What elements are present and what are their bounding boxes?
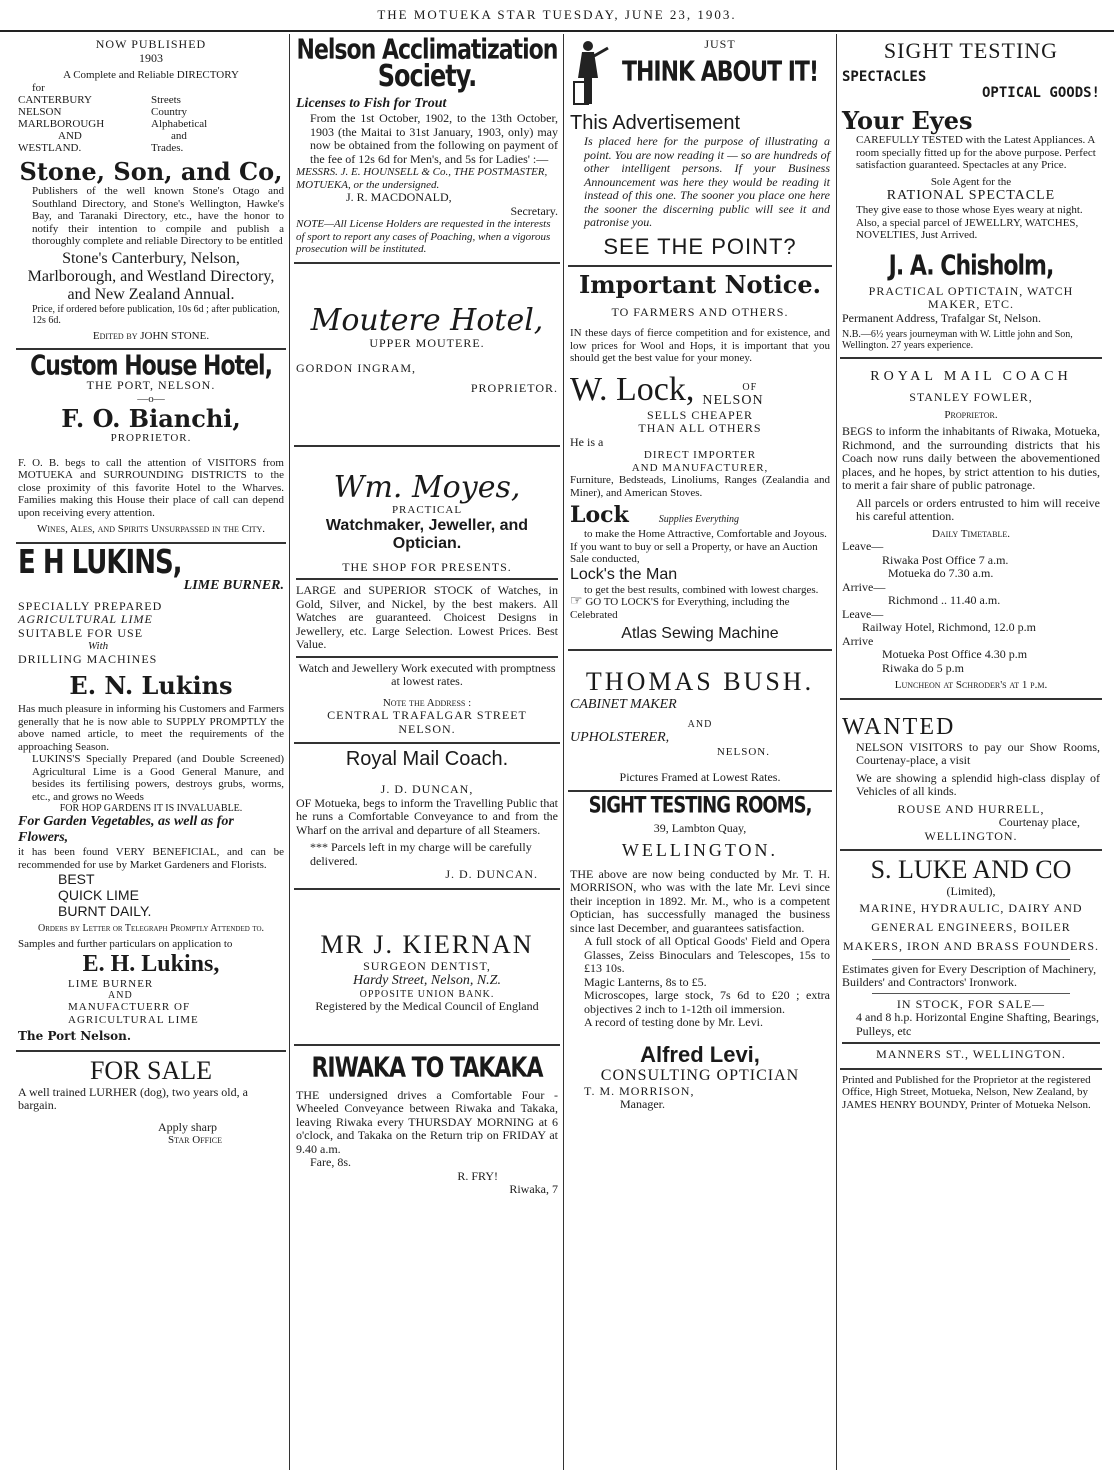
levi-name: Alfred Levi, [640,1041,760,1067]
morrison-name: T. M. MORRISON, [584,1083,695,1098]
moutere-role: PROPRIETOR. [470,380,558,395]
sight-title: SIGHT TESTING [883,38,1059,63]
kiernan-address: Hardy Street, Nelson, N.Z. [353,973,501,988]
ad-kiernan [294,890,560,1046]
wanted-text: NELSON VISITORS to pay our Show Rooms, Courtenay-place, a visit [856,739,1100,767]
feature: Streets [151,94,181,106]
luncheon: Luncheon at Schroder's at 1 p.m. [894,679,1048,691]
best-line: QUICK LIME [58,887,139,903]
publisher-text: Publishers of the well known Stone's Otago and Southland Directory, and Stone's Wellington, Hawke's Bay, and Taranaki Directory, etc., have the honor to notify their intention to compile and publish a thoroughly complete and reliable Directory to be entitled [32,185,284,247]
fry-place: Riwaka, 7 [509,1182,558,1196]
column-3 [568,34,832,1470]
timetable-row: Riwaka Post Office 7 a.m. [882,552,1009,567]
lukins-p1: Has much pleasure in informing his Customers and Farmers generally that he is now able to SUPPLY PROMPTLY the above named article, to meet the requirements of the approaching Season. [18,703,284,753]
acclim-agents: MESSRS. J. E. HOUNSELL & Co., THE POSTMASTER, MOTUEKA, or the undersigned. [296,166,548,191]
imprint [840,1070,1102,1118]
chisholm-role: PRACTICAL OPTICTAIN, WATCH MAKER, ETC. [868,283,1074,311]
samples-text: Samples and further particulars on application to [18,938,233,950]
fry-sign: R. FRY! [457,1168,498,1183]
lukins-line: With [88,640,109,652]
sight-text: CAREFULLY TESTED with the Latest Appliances. A room specially fitted up for the above purpose. Perfect satisfaction guaranteed. Spectacles at any Price. [856,134,1096,171]
bush-trade-2: UPHOLSTERER, [570,730,670,745]
lock-place [702,382,763,409]
column-rule [563,34,564,1470]
lock-role: DIRECT IMPORTER [643,449,757,461]
column-4 [840,34,1102,1470]
than-all: THAN ALL OTHERS [638,421,762,435]
moyes-name: Wm. Moyes, [333,470,521,505]
hotel-place: THE PORT, NELSON. [86,378,216,392]
ad-for-sale [16,1052,286,1153]
feature: and [171,130,187,142]
lock-word: Lock [570,502,629,528]
pointing-hand-icon: ☞ [570,594,583,609]
lukins-p2: LUKINS'S Specially Prepared (and Double Screened) Agricultural Lime is a Good General Manure, and besides its fertilising powers, destroys grubs, worms, etc., and grows no Weeds [32,753,284,803]
timetable-title: Daily Timetable. [931,527,1011,540]
lock-of: OF [742,381,758,393]
lukins-p4: it has been found VERY BENEFICIAL, and can be recommended for use by Market Gardeners and Florists. [18,846,284,871]
timetable-row: Leave— [842,606,884,621]
region: CANTERBURY [18,94,92,106]
bush-name: THOMAS BUSH. [585,667,815,696]
divider [296,656,558,658]
this-advertisement: This Advertisement [570,112,741,134]
lukins-line: AGRICULTURAL LIME [18,612,153,626]
ad-acclimatization [294,34,560,264]
features [151,94,284,154]
royal-mail-text: OF Motueka, begs to inform the Travelling Public that he runs a Comfortable Conveyance to and from the Wharf on the arrival and departure of all Steamers. [296,795,558,837]
moyes-trade: Watchmaker, Jeweller, and Optician. [325,516,529,552]
lukins-name: E H LUKINS, [18,543,182,582]
lukins-trade-line: AGRICULTURAL LIME [68,1013,199,1026]
owner-role: PROPRIETOR. [110,432,192,444]
ease-text: They give ease to those whose Eyes weary at night. [856,204,1083,216]
wines-text: Wines, Ales, and Spirits Unsurpassed in the City. [36,523,266,535]
column-rule [836,34,837,1470]
bush-and: AND [687,719,713,730]
ad-lukins [16,544,286,1052]
notice-title: Important Notice. [579,269,821,299]
ad-riwaka-takaka [294,1046,560,1203]
timetable-row: Richmond .. 11.40 a.m. [888,593,1001,607]
lukins-line: SUITABLE FOR USE [18,625,144,640]
divider [842,1042,1100,1044]
chisholm-nb: N.B.—6½ years journeyman with W. Little john and Son, Wellington. 27 years experience. [842,329,1073,351]
acclim-sign: J. R. MACDONALD, [346,190,452,204]
rouse-name: ROUSE AND HURRELL, [897,801,1045,816]
chisholm-name: J. A. Chisholm, [888,250,1054,282]
acclim-title: Nelson Acclimatization [296,34,558,67]
sole-agent: Sole Agent for the [930,175,1012,188]
think-title-block [610,37,830,88]
lukins-name-3: E. H. Lukins, [82,950,220,977]
ad-sight-testing-rooms [568,792,832,1118]
think-just: JUST [704,37,736,51]
divider [872,959,1070,960]
rouse-address: Courtenay place, [998,815,1080,829]
chisholm-address: Permanent Address, Trafalgar St, Nelson. [842,310,1041,325]
think-text: Is placed here for the purpose of illustrating a point. You are now reading it — so are hundreds of other intelligent persons. If your Business Announcement was here they would be reading it instead of this one. The sooner you place one here the sooner the discerning public will see it and patronise you. [584,134,830,229]
rooms-address: 39, Lambton Quay, [653,821,747,835]
coach-parcels: All parcels or orders entrusted to him will receive his careful attention. [856,495,1100,523]
ad-moutere-hotel [294,264,560,448]
lukins-line: DRILLING MACHINES [18,651,158,666]
hotel-text: F. O. B. begs to call the attention of VISITORS from MOTUEKA and SURROUNDING DISTRICTS to the close proximity of this favorite Hotel to the Wharves. Families making this House their place of call can depend upon receiving every attention. [18,456,284,519]
acclim-text: From the 1st October, 1902, to the 13th October, 1903 (the Maitai to 31st January, 1903, only) may now be obtained from the following on payment of the fee of 12s 6d for Men's, and 5s for Ladies' :— [310,111,558,166]
divider [872,993,1070,994]
lock-man: Lock's the Man [570,565,678,583]
moutere-place: UPPER MOUTERE. [369,335,485,350]
rooms-p5: A record of testing done by Mr. Levi. [584,1015,763,1029]
rooms-p1: THE above are now being conducted by Mr. T. H. MORRISON, who was with the late Mr. Levi since their inception in 1892. Mr. M., who is a competent Optician, has successfully managed the business since last December, and guarantees satisfaction. [570,866,830,935]
kiernan-opposite: OPPOSITE UNION BANK. [359,989,495,1000]
atlas-machine: Atlas Sewing Machine [621,625,779,642]
sells-cheaper: SELLS CHEAPER [646,407,753,422]
ad-custom-house-hotel [16,350,286,544]
directory-title: Stone's Canterbury, Nelson, Marlborough, and Westland Directory, and New Zealand Annual. [27,249,275,303]
best-line: BURNT DAILY. [58,903,152,919]
lock-nelson: NELSON [702,392,764,408]
fowler-name: STANLEY FOWLER, [909,390,1033,404]
rooms-title: SIGHT TESTING ROOMS, [588,792,812,819]
for-sale-title: FOR SALE [89,1055,213,1085]
he-is: He is a [570,434,604,449]
acclim-note: NOTE—All License Holders are requested in the interests of sport to report any cases of Poaching, when a vigorous prosecution will be instituted. [296,218,551,255]
your-eyes: Your Eyes [842,106,973,135]
kiernan-role: SURGEON DENTIST, [363,958,491,973]
acclim-secretary: Secretary. [510,203,558,218]
feature: Country [151,106,188,118]
notice-to: TO FARMERS AND OTHERS. [611,304,789,319]
moutere-name: Moutere Hotel, [310,302,544,338]
riwaka-text: THE undersigned drives a Comfortable Four - Wheeled Conveyance between Riwaka and Takaka, leaving Riwaka every THURSDAY MORNING at 6 o'clock, and Takaka on the Return trip on FRIDAY at 9.40 a.m. [296,1087,558,1156]
rational-spectacle: RATIONAL SPECTACLE [886,188,1056,203]
price: Price, if ordered before publication, 10s 6d ; after publication, 12s 6d. [32,303,280,326]
fowler-role: Proprietor. [944,408,998,421]
complete-directory: A Complete and Reliable DIRECTORY [63,69,239,81]
moyes-city: NELSON. [398,721,456,736]
luke-trade: MARINE, HYDRAULIC, DAIRY AND GENERAL ENGINEERS, BOILER MAKERS, IRON AND BRASS FOUNDERS. [842,900,1100,953]
ad-thomas-bush [568,651,832,792]
luke-items: 4 and 8 h.p. Horizontal Engine Shafting, Bearings, Pulleys, etc [856,1010,1099,1038]
moyes-shop: THE SHOP FOR PRESENTS. [342,559,512,574]
column-2 [294,34,560,1470]
wanted-showing: We are showing a splendid high-class display of Vehicles of all kinds. [856,770,1100,798]
region: WESTLAND. [18,142,82,154]
luke-estimates: Estimates given for Every Description of Machinery, Builders' and Contractors' Ironwork. [842,961,1097,989]
lock-go [570,596,830,621]
rooms-p3: Magic Lanterns, 8s to £5. [584,974,707,989]
luke-address: MANNERS ST., WELLINGTON. [876,1047,1066,1061]
lock-results: to get the best results, combined with lowest charges. [584,583,819,596]
timetable-row: Leave— [842,539,884,553]
for-label: for [32,81,45,94]
luke-name: S. LUKE AND CO [870,855,1072,884]
luke-limited: (Limited), [946,884,996,898]
bush-pictures: Pictures Framed at Lowest Rates. [619,769,781,784]
lukins-trade-line: MANUFACTUERR OF [68,1001,191,1013]
lock-home: to make the Home Attractive, Comfortable and Joyous. [584,528,827,540]
ad-important-notice [568,267,832,652]
feature: Alphabetical [151,118,208,130]
separator: —o— [137,392,165,405]
riwaka-title: RIWAKA TO TAKAKA [311,1052,543,1084]
lock-header [570,371,830,409]
optical-goods: OPTICAL GOODS! [981,85,1100,101]
see-the-point: SEE THE POINT? [603,233,797,259]
timetable-row: Railway Hotel, Richmond, 12.0 p.m [862,620,1036,634]
rooms-p4: Microscopes, large stock, 7s 6d to £20 ; extra objectives 2 inch to 1-12th oil immersion. [584,988,830,1016]
divider [296,578,558,580]
coach-title: ROYAL MAIL COACH [870,369,1072,384]
kiernan-name: MR J. KIERNAN [320,929,534,959]
morrison-role: Manager. [620,1097,665,1111]
ad-sight-testing [840,34,1102,359]
lukins-p3: FOR HOP GARDENS IT IS INVALUABLE. [59,803,243,814]
timetable-row: Riwaka do 5 p.m [882,660,964,675]
acclim-subtitle: Licenses to Fish for Trout [296,96,447,111]
ad-royal-mail-coach [294,744,560,890]
duncan-name: J. D. DUNCAN, [380,782,474,796]
kiernan-registered: Registered by the Medical Council of England [315,999,539,1013]
owner-name: F. O. Bianchi, [61,404,241,433]
lukins-port: The Port Nelson. [18,1029,132,1043]
moyes-practical: PRACTICAL [391,504,463,516]
bush-place: NELSON. [716,746,770,758]
publisher-name: Stone, Son, and Co, [19,157,283,186]
acclim-title-2: Society. [377,58,477,94]
timetable-row: Motueka Post Office 4.30 p.m [882,647,1028,661]
wanted-title: WANTED [842,713,956,740]
lukins-line: SPECIALLY PREPARED [18,598,163,613]
now-published: NOW PUBLISHED [95,37,207,51]
think-header [570,38,830,108]
best-line: BEST [58,871,95,887]
lock-role: AND MANUFACTURER, [631,461,769,474]
lukins-trade-line: AND [108,990,133,1001]
timetable-row: Arrive [842,633,874,648]
office-text: Star Office [168,1134,222,1146]
directory-listing [18,94,284,154]
masthead: THE MOTUEKA STAR TUESDAY, JUNE 23, 1903. [0,0,1114,32]
imprint-text: Printed and Published for the Proprietor at the registered Office, High Street, Motueka, Nelson, New Zealand, by JAMES HENRY BOUNDY, Printer of Motueka Nelson. [842,1073,1091,1111]
lock-go-text: GO TO LOCK'S for Everything, including the Celebrated [570,596,790,621]
ad-royal-mail-coach-fowler [840,359,1102,700]
rooms-p2: A full stock of all Optical Goods' Field and Opera Glasses, Zeiss Binoculars and Telescopes, 15s to £13 10s. [584,934,830,975]
lock-property: If you want to buy or sell a Property, or have an Auction Sale conducted, [570,540,818,565]
spectacles: SPECTACLES [842,69,927,85]
think-title: THINK ABOUT IT! [622,56,818,88]
ad-directory [16,34,286,350]
region: AND [58,130,82,142]
orders-text: Orders by Letter or Telegraph Promptly Attended to. [37,923,265,934]
hotel-name: Custom House Hotel, [30,350,272,383]
ad-moyes [294,447,560,744]
rouse-city: WELLINGTON. [924,828,1018,843]
parcels-text: *** Parcels left in my charge will be carefully delivered. [310,840,532,868]
for-sale-text: A well trained LURHER (dog), two years old, a bargain. [18,1084,248,1112]
region: MARLBOROUGH [18,118,105,130]
ad-think-about-it [568,34,832,267]
ad-wanted [840,700,1102,852]
notice-text: IN these days of fierce competition and for existence, and low prices for Wool and Hops, it is important that you should get the best value for your money. [570,327,830,364]
ad-s-luke [840,851,1102,1070]
regions [18,94,151,154]
riwaka-fare: Fare, 8s. [310,1155,351,1169]
timetable-row: Motueka do 7.30 a.m. [888,566,994,580]
royal-mail-title: Royal Mail Coach. [345,748,509,770]
moyes-repair: Watch and Jewellery Work executed with promptness at lowest rates. [298,660,556,688]
apply-text: Apply sharp [158,1119,217,1134]
column-rule [289,34,290,1470]
levi-role: CONSULTING OPTICIAN [600,1066,800,1084]
timetable-row: Arrive— [842,579,886,594]
luke-stock: IN STOCK, FOR SALE— [896,996,1046,1011]
also-text: Also, a special parcel of JEWELLRY, WATCHES, NOVELTIES, Just Arrived. [856,216,1079,241]
moyes-address: CENTRAL TRAFALGAR STREET [327,708,527,722]
moyes-text: LARGE and SUPERIOR STOCK of Watches, in Gold, Silver, and Nickel, by the best makers. All Watches are guaranteed. Choicest Designs in Jewellery, etc. Large Selection. Lowest Prices. Best Value. [296,583,558,651]
moyes-note: Note the Address : [382,696,472,709]
orator-figure-icon [570,38,610,108]
lukins-trade: LIME BURNER. [183,577,284,593]
column-1 [16,34,286,1470]
lock-goods: Furniture, Bedsteads, Linoliums, Ranges (Zealandia and Miner), and American Stoves. [570,474,830,499]
coach-text: BEGS to inform the inhabitants of Riwaka, Motueka, Richmond, and the surrounding districts that his Coach now runs daily between the abovementioned places, and he hopes, by strict attention to his duties, to merit a fair share of public patronage. [842,424,1100,492]
lukins-p4-head: For Garden Vegetables, as well as for Flowers, [18,814,234,845]
editor: Edited by JOHN STONE. [92,329,210,342]
bush-trade: CABINET MAKER [570,697,677,712]
rooms-city: WELLINGTON. [621,839,779,860]
moutere-owner: GORDON INGRAM, [296,361,417,375]
lukins-trade-line: LIME BURNER [68,977,154,990]
feature: Trades. [151,142,184,154]
region: NELSON [18,106,62,118]
lukins-name-2: E. N. Lukins [69,671,233,700]
supplies-everything: Supplies Everything [658,514,740,525]
duncan-sign: J. D. DUNCAN. [445,867,538,881]
lock-name: W. Lock, [570,370,695,408]
year: 1903 [139,50,163,65]
lock-supplies [570,503,830,528]
